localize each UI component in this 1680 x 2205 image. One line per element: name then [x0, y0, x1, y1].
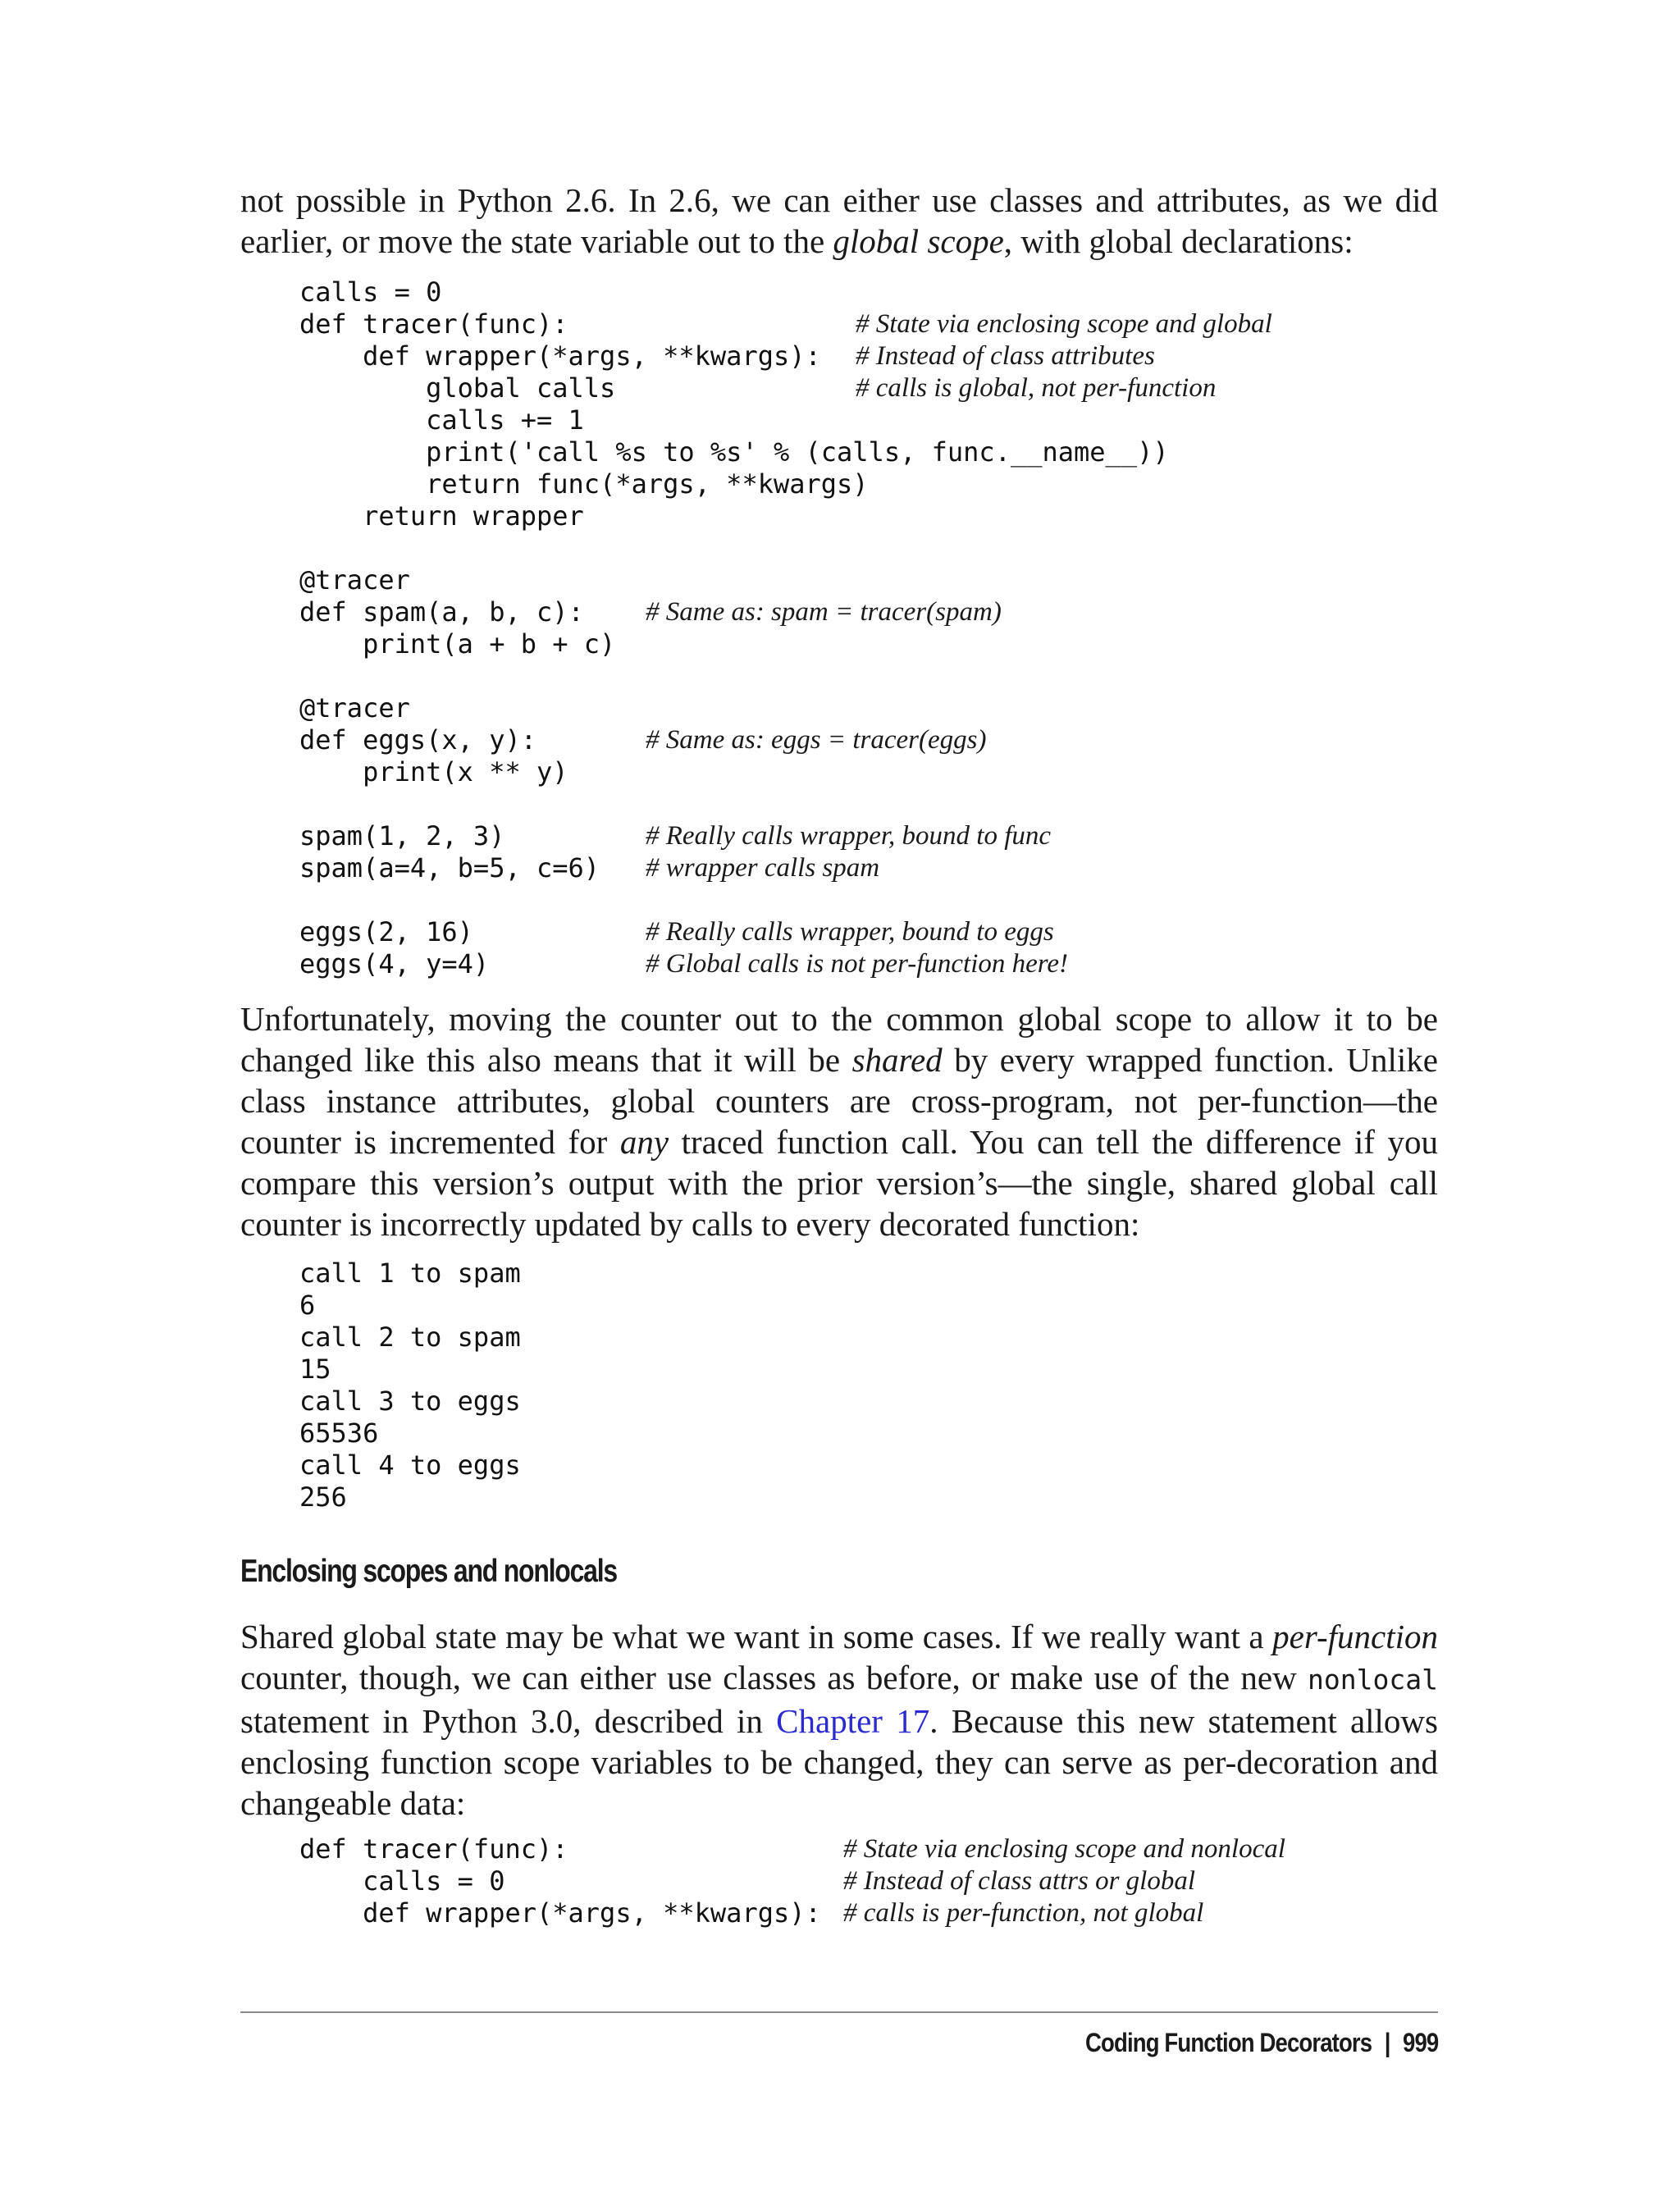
- paragraph-nonlocal-text: [240, 1616, 1438, 1824]
- paragraph-nonlocal: [240, 1616, 1438, 1824]
- code-text: spam(a=4, b=5, c=6): [299, 852, 600, 883]
- code-comment: # Same as: spam = tracer(spam): [646, 597, 1002, 627]
- code-comment: # Instead of class attributes: [856, 341, 1155, 371]
- text-run: counter, though, we can either use classes as before, or make use of the new: [240, 1659, 1308, 1696]
- code-line: [299, 1897, 1204, 1929]
- code-text: def tracer(func):: [299, 308, 568, 340]
- code-line: [299, 1449, 521, 1481]
- code-line: [299, 660, 1169, 692]
- code-comment: # State via enclosing scope and global: [856, 309, 1272, 339]
- code-comment: # Really calls wrapper, bound to eggs: [646, 917, 1054, 947]
- text-run: . Because this new statement allows enclosing function scope variables to be changed, they can serve as per-decoration and changeable data:: [240, 1702, 1439, 1822]
- code-text: global calls: [299, 372, 616, 404]
- code-text: def wrapper(*args, **kwargs):: [299, 1897, 821, 1929]
- code-text: 65536: [299, 1418, 379, 1449]
- code-line: [299, 404, 1169, 436]
- text-run: by every wrapped function. Unlike class instance attributes, global counters are cross-program, not per-function—the counter is incremented for: [240, 1041, 1439, 1161]
- code-text: @tracer: [299, 692, 410, 724]
- footer-separator: |: [1384, 2028, 1390, 2057]
- code-line: [299, 1418, 521, 1449]
- code-block-global: [299, 276, 1272, 980]
- code-text: call 4 to eggs: [299, 1449, 521, 1481]
- code-line: [299, 596, 1169, 628]
- text-run: statement in Python 3.0, described in: [240, 1702, 777, 1740]
- code-line: [299, 1481, 521, 1513]
- code-line: [299, 340, 1169, 372]
- paragraph-shared: [240, 998, 1438, 1244]
- code-text: calls = 0: [299, 1865, 505, 1897]
- code-line: [299, 308, 1272, 340]
- emphasis: per-function: [1272, 1618, 1438, 1655]
- code-block-output: [299, 1258, 521, 1513]
- code-text: @tracer: [299, 564, 410, 596]
- footer-rule: [240, 2011, 1438, 2013]
- code-line: [299, 724, 1169, 756]
- code-line: [299, 564, 1169, 596]
- code-text: call 2 to spam: [299, 1322, 521, 1353]
- footer-title: Coding Function Decorators: [1084, 2028, 1372, 2057]
- code-line: [299, 532, 1169, 564]
- code-text: 6: [299, 1290, 316, 1321]
- paragraph-intro-text: [240, 180, 1438, 262]
- code-block-nonlocal: [299, 1833, 1285, 1929]
- code-comment: # Same as: eggs = tracer(eggs): [646, 725, 987, 755]
- code-text: calls += 1: [299, 404, 584, 436]
- emphasis: any: [619, 1123, 669, 1161]
- page-footer: [1085, 2028, 1438, 2058]
- code-comment: # Really calls wrapper, bound to func: [646, 821, 1052, 851]
- code-line: [299, 1386, 521, 1418]
- code-line: [299, 1322, 521, 1354]
- code-comment: # calls is global, not per-function: [856, 373, 1217, 403]
- code-line: [299, 948, 1169, 980]
- chapter-link[interactable]: Chapter 17: [776, 1702, 930, 1740]
- text-run: , with global declarations:: [1003, 222, 1354, 260]
- code-text: 256: [299, 1481, 347, 1513]
- code-line: [299, 916, 1169, 948]
- code-line: [299, 692, 1169, 724]
- emphasis: shared: [851, 1041, 943, 1079]
- code-line: [299, 468, 1169, 500]
- code-line: [299, 788, 1169, 820]
- code-text: def tracer(func):: [299, 1833, 568, 1865]
- code-text: print(a + b + c): [299, 628, 616, 660]
- code-line: [299, 756, 1169, 788]
- code-text: def eggs(x, y):: [299, 724, 536, 756]
- code-comment: # calls is per-function, not global: [843, 1898, 1204, 1928]
- page-number: 999: [1402, 2028, 1438, 2057]
- code-line: [299, 276, 1169, 308]
- code-comment: # wrapper calls spam: [646, 853, 880, 883]
- text-run: not possible in Python 2.6. In 2.6, we can either use classes and attributes, as we did earlier, or move the state variable out to the: [240, 181, 1438, 260]
- code-text: eggs(2, 16): [299, 916, 473, 947]
- inline-code: nonlocal: [1308, 1664, 1438, 1696]
- code-line: [299, 884, 1169, 916]
- code-line: [299, 436, 1169, 468]
- code-line: [299, 1354, 521, 1386]
- code-line: [299, 372, 1217, 404]
- code-text: eggs(4, y=4): [299, 948, 490, 979]
- code-comment: # Instead of class attrs or global: [843, 1866, 1196, 1896]
- code-text: calls = 0: [299, 276, 442, 308]
- code-text: print(x ** y): [299, 756, 568, 788]
- text-run: Unfortunately, moving the counter out to the common global scope to allow it to be changed like this also means that it will be: [240, 1000, 1438, 1079]
- code-line: [299, 852, 1169, 884]
- section-heading: Enclosing scopes and nonlocals: [240, 1554, 617, 1589]
- code-line: [299, 1258, 521, 1290]
- code-text: print('call %s to %s' % (calls, func.__name__)): [299, 436, 1169, 468]
- code-line: [299, 820, 1169, 852]
- code-line: [299, 1833, 1285, 1865]
- code-line: [299, 500, 1169, 532]
- code-text: return func(*args, **kwargs): [299, 468, 869, 500]
- code-text: call 3 to eggs: [299, 1386, 521, 1417]
- text-run: Shared global state may be what we want in some cases. If we really want a: [240, 1618, 1273, 1655]
- code-text: return wrapper: [299, 500, 584, 532]
- code-text: spam(1, 2, 3): [299, 820, 505, 851]
- code-text: call 1 to spam: [299, 1258, 521, 1289]
- code-text: def spam(a, b, c):: [299, 596, 584, 628]
- code-line: [299, 1290, 521, 1322]
- text-run: traced function call. You can tell the difference if you compare this version’s output with the prior version’s—the single, shared global call counter is incorrectly updated by calls to every decorated function:: [240, 1123, 1439, 1243]
- paragraph-shared-text: [240, 998, 1438, 1244]
- code-comment: # State via enclosing scope and nonlocal: [843, 1834, 1285, 1864]
- code-text: def wrapper(*args, **kwargs):: [299, 340, 821, 372]
- paragraph-intro: [240, 180, 1438, 262]
- emphasis: global scope: [833, 222, 1004, 260]
- code-text: 15: [299, 1354, 331, 1385]
- code-line: [299, 1865, 1196, 1897]
- code-comment: # Global calls is not per-function here!: [646, 949, 1069, 979]
- code-line: [299, 628, 1169, 660]
